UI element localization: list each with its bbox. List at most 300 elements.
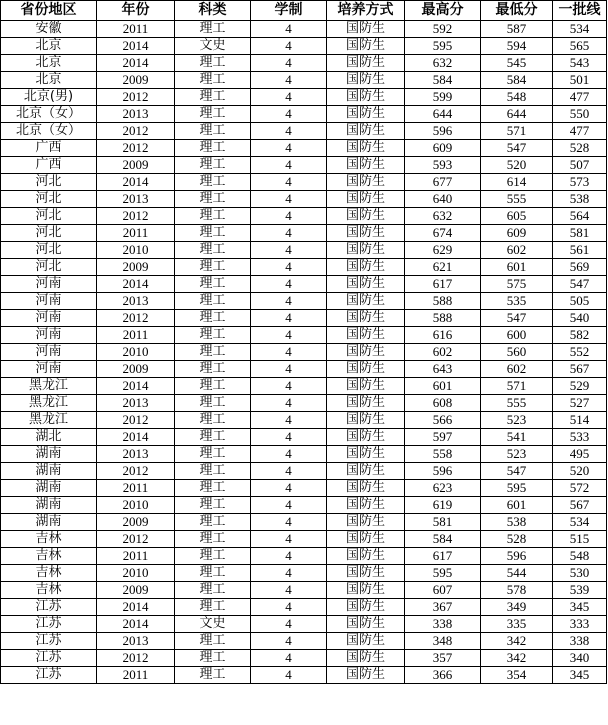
cell-duration: 4 — [251, 225, 327, 242]
cell-training-mode: 国防生 — [327, 242, 405, 259]
cell-duration: 4 — [251, 395, 327, 412]
cell-training-mode: 国防生 — [327, 548, 405, 565]
cell-training-mode: 国防生 — [327, 582, 405, 599]
cell-first-tier-line: 507 — [553, 157, 607, 174]
cell-duration: 4 — [251, 72, 327, 89]
cell-min-score: 541 — [481, 429, 553, 446]
cell-province: 江苏 — [1, 667, 97, 684]
cell-first-tier-line: 543 — [553, 55, 607, 72]
cell-max-score: 677 — [405, 174, 481, 191]
cell-duration: 4 — [251, 106, 327, 123]
cell-year: 2014 — [97, 429, 175, 446]
cell-duration: 4 — [251, 582, 327, 599]
table-row — [1, 38, 607, 55]
cell-first-tier-line: 548 — [553, 548, 607, 565]
cell-category: 理工 — [175, 157, 251, 174]
table-row — [1, 463, 607, 480]
cell-first-tier-line: 338 — [553, 633, 607, 650]
table-row — [1, 548, 607, 565]
cell-province: 吉林 — [1, 565, 97, 582]
cell-max-score: 632 — [405, 55, 481, 72]
cell-category: 理工 — [175, 429, 251, 446]
cell-duration: 4 — [251, 259, 327, 276]
cell-category: 理工 — [175, 72, 251, 89]
cell-duration: 4 — [251, 378, 327, 395]
cell-max-score: 623 — [405, 480, 481, 497]
table-row — [1, 72, 607, 89]
cell-province: 河南 — [1, 310, 97, 327]
cell-min-score: 342 — [481, 633, 553, 650]
cell-province: 北京 — [1, 38, 97, 55]
cell-category: 理工 — [175, 412, 251, 429]
cell-category: 理工 — [175, 89, 251, 106]
cell-training-mode: 国防生 — [327, 344, 405, 361]
cell-first-tier-line: 539 — [553, 582, 607, 599]
cell-training-mode: 国防生 — [327, 55, 405, 72]
cell-province: 湖南 — [1, 463, 97, 480]
cell-category: 理工 — [175, 310, 251, 327]
cell-year: 2011 — [97, 21, 175, 38]
cell-duration: 4 — [251, 463, 327, 480]
header-max-score: 最高分 — [405, 1, 481, 21]
cell-min-score: 605 — [481, 208, 553, 225]
cell-province: 吉林 — [1, 548, 97, 565]
cell-year: 2012 — [97, 89, 175, 106]
cell-province: 河南 — [1, 293, 97, 310]
cell-max-score: 640 — [405, 191, 481, 208]
table-row — [1, 191, 607, 208]
table-row — [1, 89, 607, 106]
cell-province: 北京 — [1, 55, 97, 72]
cell-category: 理工 — [175, 191, 251, 208]
cell-year: 2010 — [97, 565, 175, 582]
cell-max-score: 588 — [405, 310, 481, 327]
cell-year: 2013 — [97, 106, 175, 123]
table-row — [1, 208, 607, 225]
table-row — [1, 344, 607, 361]
cell-min-score: 571 — [481, 378, 553, 395]
cell-duration: 4 — [251, 514, 327, 531]
cell-duration: 4 — [251, 480, 327, 497]
cell-min-score: 520 — [481, 157, 553, 174]
cell-year: 2012 — [97, 463, 175, 480]
cell-province: 广西 — [1, 140, 97, 157]
cell-max-score: 629 — [405, 242, 481, 259]
cell-category: 理工 — [175, 565, 251, 582]
cell-duration: 4 — [251, 208, 327, 225]
cell-province: 河南 — [1, 276, 97, 293]
cell-training-mode: 国防生 — [327, 310, 405, 327]
cell-category: 理工 — [175, 225, 251, 242]
cell-first-tier-line: 547 — [553, 276, 607, 293]
cell-training-mode: 国防生 — [327, 497, 405, 514]
header-province: 省份地区 — [1, 1, 97, 21]
cell-year: 2012 — [97, 531, 175, 548]
cell-training-mode: 国防生 — [327, 157, 405, 174]
cell-training-mode: 国防生 — [327, 174, 405, 191]
cell-first-tier-line: 529 — [553, 378, 607, 395]
cell-province: 黑龙江 — [1, 412, 97, 429]
cell-province: 湖南 — [1, 497, 97, 514]
cell-max-score: 643 — [405, 361, 481, 378]
cell-first-tier-line: 534 — [553, 514, 607, 531]
table-row — [1, 378, 607, 395]
cell-training-mode: 国防生 — [327, 276, 405, 293]
cell-min-score: 602 — [481, 361, 553, 378]
table-row — [1, 259, 607, 276]
cell-year: 2013 — [97, 395, 175, 412]
cell-min-score: 575 — [481, 276, 553, 293]
cell-first-tier-line: 501 — [553, 72, 607, 89]
cell-training-mode: 国防生 — [327, 259, 405, 276]
cell-training-mode: 国防生 — [327, 140, 405, 157]
cell-first-tier-line: 515 — [553, 531, 607, 548]
cell-training-mode: 国防生 — [327, 412, 405, 429]
cell-first-tier-line: 567 — [553, 361, 607, 378]
cell-min-score: 587 — [481, 21, 553, 38]
cell-max-score: 608 — [405, 395, 481, 412]
cell-max-score: 607 — [405, 582, 481, 599]
cell-min-score: 523 — [481, 446, 553, 463]
cell-province: 江苏 — [1, 633, 97, 650]
cell-category: 理工 — [175, 276, 251, 293]
cell-training-mode: 国防生 — [327, 38, 405, 55]
cell-category: 理工 — [175, 395, 251, 412]
cell-training-mode: 国防生 — [327, 480, 405, 497]
table-header — [1, 1, 607, 21]
cell-duration: 4 — [251, 531, 327, 548]
cell-province: 黑龙江 — [1, 395, 97, 412]
cell-max-score: 592 — [405, 21, 481, 38]
cell-category: 理工 — [175, 582, 251, 599]
cell-min-score: 584 — [481, 72, 553, 89]
cell-province: 河南 — [1, 344, 97, 361]
cell-duration: 4 — [251, 327, 327, 344]
table-row — [1, 599, 607, 616]
cell-province: 北京（女） — [1, 123, 97, 140]
cell-training-mode: 国防生 — [327, 667, 405, 684]
table-row — [1, 531, 607, 548]
cell-province: 江苏 — [1, 650, 97, 667]
cell-max-score: 596 — [405, 463, 481, 480]
cell-first-tier-line: 573 — [553, 174, 607, 191]
cell-category: 理工 — [175, 650, 251, 667]
cell-max-score: 584 — [405, 72, 481, 89]
cell-max-score: 566 — [405, 412, 481, 429]
table-row — [1, 123, 607, 140]
cell-duration: 4 — [251, 446, 327, 463]
cell-category: 理工 — [175, 259, 251, 276]
cell-duration: 4 — [251, 599, 327, 616]
cell-training-mode: 国防生 — [327, 395, 405, 412]
cell-training-mode: 国防生 — [327, 633, 405, 650]
cell-first-tier-line: 552 — [553, 344, 607, 361]
cell-training-mode: 国防生 — [327, 225, 405, 242]
cell-first-tier-line: 538 — [553, 191, 607, 208]
cell-training-mode: 国防生 — [327, 191, 405, 208]
cell-category: 理工 — [175, 208, 251, 225]
cell-first-tier-line: 530 — [553, 565, 607, 582]
cell-max-score: 616 — [405, 327, 481, 344]
cell-category: 文史 — [175, 616, 251, 633]
cell-training-mode: 国防生 — [327, 123, 405, 140]
cell-province: 黑龙江 — [1, 378, 97, 395]
cell-max-score: 597 — [405, 429, 481, 446]
table-row — [1, 106, 607, 123]
cell-category: 理工 — [175, 327, 251, 344]
cell-province: 河南 — [1, 327, 97, 344]
cell-training-mode: 国防生 — [327, 514, 405, 531]
cell-max-score: 558 — [405, 446, 481, 463]
cell-duration: 4 — [251, 616, 327, 633]
cell-duration: 4 — [251, 310, 327, 327]
cell-max-score: 619 — [405, 497, 481, 514]
cell-year: 2011 — [97, 327, 175, 344]
cell-min-score: 335 — [481, 616, 553, 633]
cell-year: 2011 — [97, 548, 175, 565]
cell-province: 北京 — [1, 72, 97, 89]
cell-min-score: 595 — [481, 480, 553, 497]
cell-first-tier-line: 561 — [553, 242, 607, 259]
cell-min-score: 560 — [481, 344, 553, 361]
table-row — [1, 395, 607, 412]
table-row — [1, 21, 607, 38]
cell-max-score: 621 — [405, 259, 481, 276]
cell-year: 2012 — [97, 123, 175, 140]
header-row — [1, 1, 607, 21]
cell-province: 河南 — [1, 361, 97, 378]
cell-duration: 4 — [251, 667, 327, 684]
cell-duration: 4 — [251, 242, 327, 259]
cell-min-score: 601 — [481, 259, 553, 276]
cell-max-score: 581 — [405, 514, 481, 531]
cell-province: 河北 — [1, 242, 97, 259]
cell-training-mode: 国防生 — [327, 429, 405, 446]
cell-duration: 4 — [251, 412, 327, 429]
cell-first-tier-line: 333 — [553, 616, 607, 633]
cell-duration: 4 — [251, 191, 327, 208]
cell-province: 北京（女） — [1, 106, 97, 123]
cell-duration: 4 — [251, 361, 327, 378]
cell-min-score: 600 — [481, 327, 553, 344]
cell-first-tier-line: 565 — [553, 38, 607, 55]
cell-category: 理工 — [175, 344, 251, 361]
cell-year: 2014 — [97, 276, 175, 293]
cell-training-mode: 国防生 — [327, 650, 405, 667]
cell-category: 文史 — [175, 38, 251, 55]
table-body — [1, 21, 607, 684]
cell-first-tier-line: 581 — [553, 225, 607, 242]
cell-first-tier-line: 550 — [553, 106, 607, 123]
cell-year: 2012 — [97, 140, 175, 157]
table-row — [1, 55, 607, 72]
cell-duration: 4 — [251, 157, 327, 174]
cell-min-score: 523 — [481, 412, 553, 429]
table-row — [1, 582, 607, 599]
cell-training-mode: 国防生 — [327, 89, 405, 106]
cell-year: 2014 — [97, 174, 175, 191]
cell-max-score: 674 — [405, 225, 481, 242]
cell-province: 安徽 — [1, 21, 97, 38]
cell-max-score: 367 — [405, 599, 481, 616]
table-row — [1, 157, 607, 174]
cell-training-mode: 国防生 — [327, 361, 405, 378]
cell-min-score: 602 — [481, 242, 553, 259]
cell-province: 吉林 — [1, 531, 97, 548]
cell-category: 理工 — [175, 446, 251, 463]
table-row — [1, 667, 607, 684]
cell-duration: 4 — [251, 548, 327, 565]
cell-max-score: 593 — [405, 157, 481, 174]
cell-category: 理工 — [175, 361, 251, 378]
cell-first-tier-line: 345 — [553, 667, 607, 684]
cell-min-score: 594 — [481, 38, 553, 55]
cell-year: 2009 — [97, 582, 175, 599]
cell-year: 2013 — [97, 633, 175, 650]
cell-min-score: 547 — [481, 463, 553, 480]
cell-category: 理工 — [175, 463, 251, 480]
cell-first-tier-line: 495 — [553, 446, 607, 463]
cell-duration: 4 — [251, 429, 327, 446]
cell-training-mode: 国防生 — [327, 208, 405, 225]
cell-year: 2010 — [97, 242, 175, 259]
cell-year: 2013 — [97, 191, 175, 208]
cell-province: 湖北 — [1, 429, 97, 446]
cell-first-tier-line: 345 — [553, 599, 607, 616]
cell-max-score: 357 — [405, 650, 481, 667]
cell-category: 理工 — [175, 599, 251, 616]
cell-max-score: 595 — [405, 565, 481, 582]
cell-duration: 4 — [251, 293, 327, 310]
cell-max-score: 348 — [405, 633, 481, 650]
cell-min-score: 544 — [481, 565, 553, 582]
cell-min-score: 342 — [481, 650, 553, 667]
header-year: 年份 — [97, 1, 175, 21]
cell-max-score: 602 — [405, 344, 481, 361]
table-row — [1, 446, 607, 463]
cell-training-mode: 国防生 — [327, 446, 405, 463]
cell-first-tier-line: 572 — [553, 480, 607, 497]
table-row — [1, 497, 607, 514]
cell-category: 理工 — [175, 106, 251, 123]
cell-min-score: 354 — [481, 667, 553, 684]
table-row — [1, 225, 607, 242]
cell-max-score: 601 — [405, 378, 481, 395]
cell-first-tier-line: 582 — [553, 327, 607, 344]
cell-first-tier-line: 534 — [553, 21, 607, 38]
cell-min-score: 547 — [481, 310, 553, 327]
cell-first-tier-line: 477 — [553, 89, 607, 106]
table-row — [1, 276, 607, 293]
cell-province: 河北 — [1, 225, 97, 242]
cell-training-mode: 国防生 — [327, 72, 405, 89]
cell-max-score: 599 — [405, 89, 481, 106]
cell-province: 湖南 — [1, 446, 97, 463]
cell-year: 2014 — [97, 599, 175, 616]
cell-duration: 4 — [251, 633, 327, 650]
cell-first-tier-line: 477 — [553, 123, 607, 140]
cell-province: 河北 — [1, 259, 97, 276]
cell-year: 2013 — [97, 293, 175, 310]
header-first-tier-line: 一批线 — [553, 1, 607, 21]
table-row — [1, 650, 607, 667]
cell-first-tier-line: 540 — [553, 310, 607, 327]
cell-category: 理工 — [175, 242, 251, 259]
cell-category: 理工 — [175, 55, 251, 72]
cell-training-mode: 国防生 — [327, 106, 405, 123]
cell-min-score: 528 — [481, 531, 553, 548]
table-row — [1, 361, 607, 378]
table-row — [1, 327, 607, 344]
cell-max-score: 366 — [405, 667, 481, 684]
cell-min-score: 571 — [481, 123, 553, 140]
cell-max-score: 609 — [405, 140, 481, 157]
cell-min-score: 349 — [481, 599, 553, 616]
header-duration: 学制 — [251, 1, 327, 21]
cell-duration: 4 — [251, 140, 327, 157]
cell-first-tier-line: 567 — [553, 497, 607, 514]
cell-province: 广西 — [1, 157, 97, 174]
cell-training-mode: 国防生 — [327, 378, 405, 395]
cell-category: 理工 — [175, 531, 251, 548]
cell-category: 理工 — [175, 140, 251, 157]
cell-training-mode: 国防生 — [327, 21, 405, 38]
cell-category: 理工 — [175, 633, 251, 650]
cell-min-score: 578 — [481, 582, 553, 599]
header-min-score: 最低分 — [481, 1, 553, 21]
cell-min-score: 609 — [481, 225, 553, 242]
cell-category: 理工 — [175, 293, 251, 310]
table-row — [1, 616, 607, 633]
cell-max-score: 644 — [405, 106, 481, 123]
cell-first-tier-line: 533 — [553, 429, 607, 446]
cell-max-score: 632 — [405, 208, 481, 225]
cell-year: 2014 — [97, 616, 175, 633]
table-row — [1, 565, 607, 582]
cell-first-tier-line: 528 — [553, 140, 607, 157]
cell-training-mode: 国防生 — [327, 463, 405, 480]
cell-training-mode: 国防生 — [327, 616, 405, 633]
cell-max-score: 338 — [405, 616, 481, 633]
cell-duration: 4 — [251, 650, 327, 667]
cell-province: 江苏 — [1, 616, 97, 633]
cell-province: 河北 — [1, 191, 97, 208]
cell-category: 理工 — [175, 480, 251, 497]
cell-duration: 4 — [251, 89, 327, 106]
cell-duration: 4 — [251, 21, 327, 38]
cell-min-score: 547 — [481, 140, 553, 157]
cell-province: 江苏 — [1, 599, 97, 616]
cell-max-score: 584 — [405, 531, 481, 548]
cell-min-score: 538 — [481, 514, 553, 531]
cell-min-score: 614 — [481, 174, 553, 191]
table-row — [1, 633, 607, 650]
cell-first-tier-line: 505 — [553, 293, 607, 310]
cell-training-mode: 国防生 — [327, 327, 405, 344]
cell-year: 2014 — [97, 378, 175, 395]
table-row — [1, 293, 607, 310]
table-row — [1, 429, 607, 446]
cell-category: 理工 — [175, 548, 251, 565]
cell-max-score: 617 — [405, 276, 481, 293]
cell-min-score: 596 — [481, 548, 553, 565]
cell-province: 河北 — [1, 174, 97, 191]
cell-year: 2009 — [97, 259, 175, 276]
cell-min-score: 535 — [481, 293, 553, 310]
cell-training-mode: 国防生 — [327, 531, 405, 548]
cell-year: 2011 — [97, 667, 175, 684]
cell-first-tier-line: 527 — [553, 395, 607, 412]
